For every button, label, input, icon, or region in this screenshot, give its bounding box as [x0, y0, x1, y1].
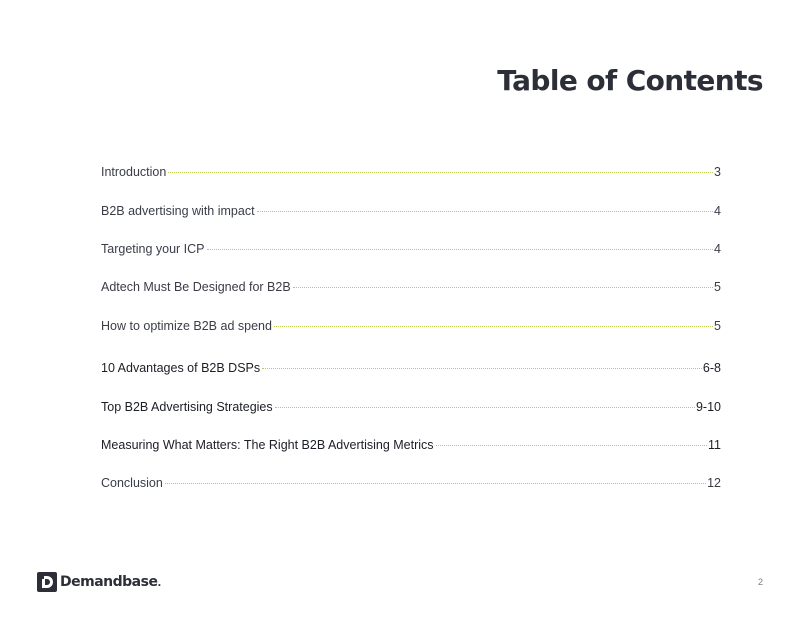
toc-entry-label: Conclusion [101, 476, 163, 490]
toc-entry-label: B2B advertising with impact [101, 204, 255, 218]
toc-entry-b2b-advertising-impact[interactable] [101, 203, 721, 219]
dot-leader [293, 287, 713, 288]
dot-leader [262, 368, 702, 369]
toc-entry-label: Targeting your ICP [101, 242, 205, 256]
toc-entry-label: 10 Advantages of B2B DSPs [101, 361, 261, 375]
toc-entry-advantages-dsps[interactable] [101, 360, 721, 376]
toc-entry-advertising-strategies[interactable] [101, 399, 721, 415]
toc-entry-page: 11 [708, 438, 721, 452]
toc-entry-introduction[interactable] [101, 164, 721, 180]
toc-entry-label: Introduction [101, 165, 167, 179]
toc-entry-adtech-designed-b2b[interactable] [101, 279, 721, 295]
toc-entry-page: 5 [714, 319, 721, 333]
dot-leader [275, 407, 695, 408]
toc-entry-page: 4 [714, 204, 721, 218]
dot-leader [274, 326, 713, 327]
toc-entry-conclusion[interactable] [101, 475, 721, 491]
toc-entry-label: Top B2B Advertising Strategies [101, 400, 273, 414]
toc-entry-label: Measuring What Matters: The Right B2B Advertising Metrics [101, 438, 434, 452]
page-number: 2 [757, 577, 763, 587]
dot-leader [436, 445, 707, 446]
toc-entry-label: Adtech Must Be Designed for B2B [101, 280, 291, 294]
toc-entry-page: 12 [707, 476, 721, 490]
toc-entry-measuring-metrics[interactable] [101, 437, 721, 453]
page-title: Table of Contents [497, 64, 763, 97]
dot-leader [257, 211, 714, 212]
toc-entry-page: 5 [714, 280, 721, 294]
toc-entry-page: 4 [714, 242, 721, 256]
dot-leader [165, 483, 706, 484]
dot-leader [207, 249, 714, 250]
logo-wordmark: Demandbase. [60, 574, 161, 590]
demandbase-logo-icon [37, 572, 57, 592]
toc-entry-page: 3 [714, 165, 721, 179]
dot-leader [168, 172, 713, 173]
toc-entry-page: 6-8 [702, 361, 721, 375]
toc-entry-targeting-icp[interactable] [101, 241, 721, 257]
table-of-contents [101, 0, 721, 618]
toc-entry-label: How to optimize B2B ad spend [101, 319, 272, 333]
toc-entry-optimize-ad-spend[interactable] [101, 318, 721, 334]
demandbase-logo [37, 572, 161, 592]
toc-entry-page: 9-10 [695, 400, 721, 414]
